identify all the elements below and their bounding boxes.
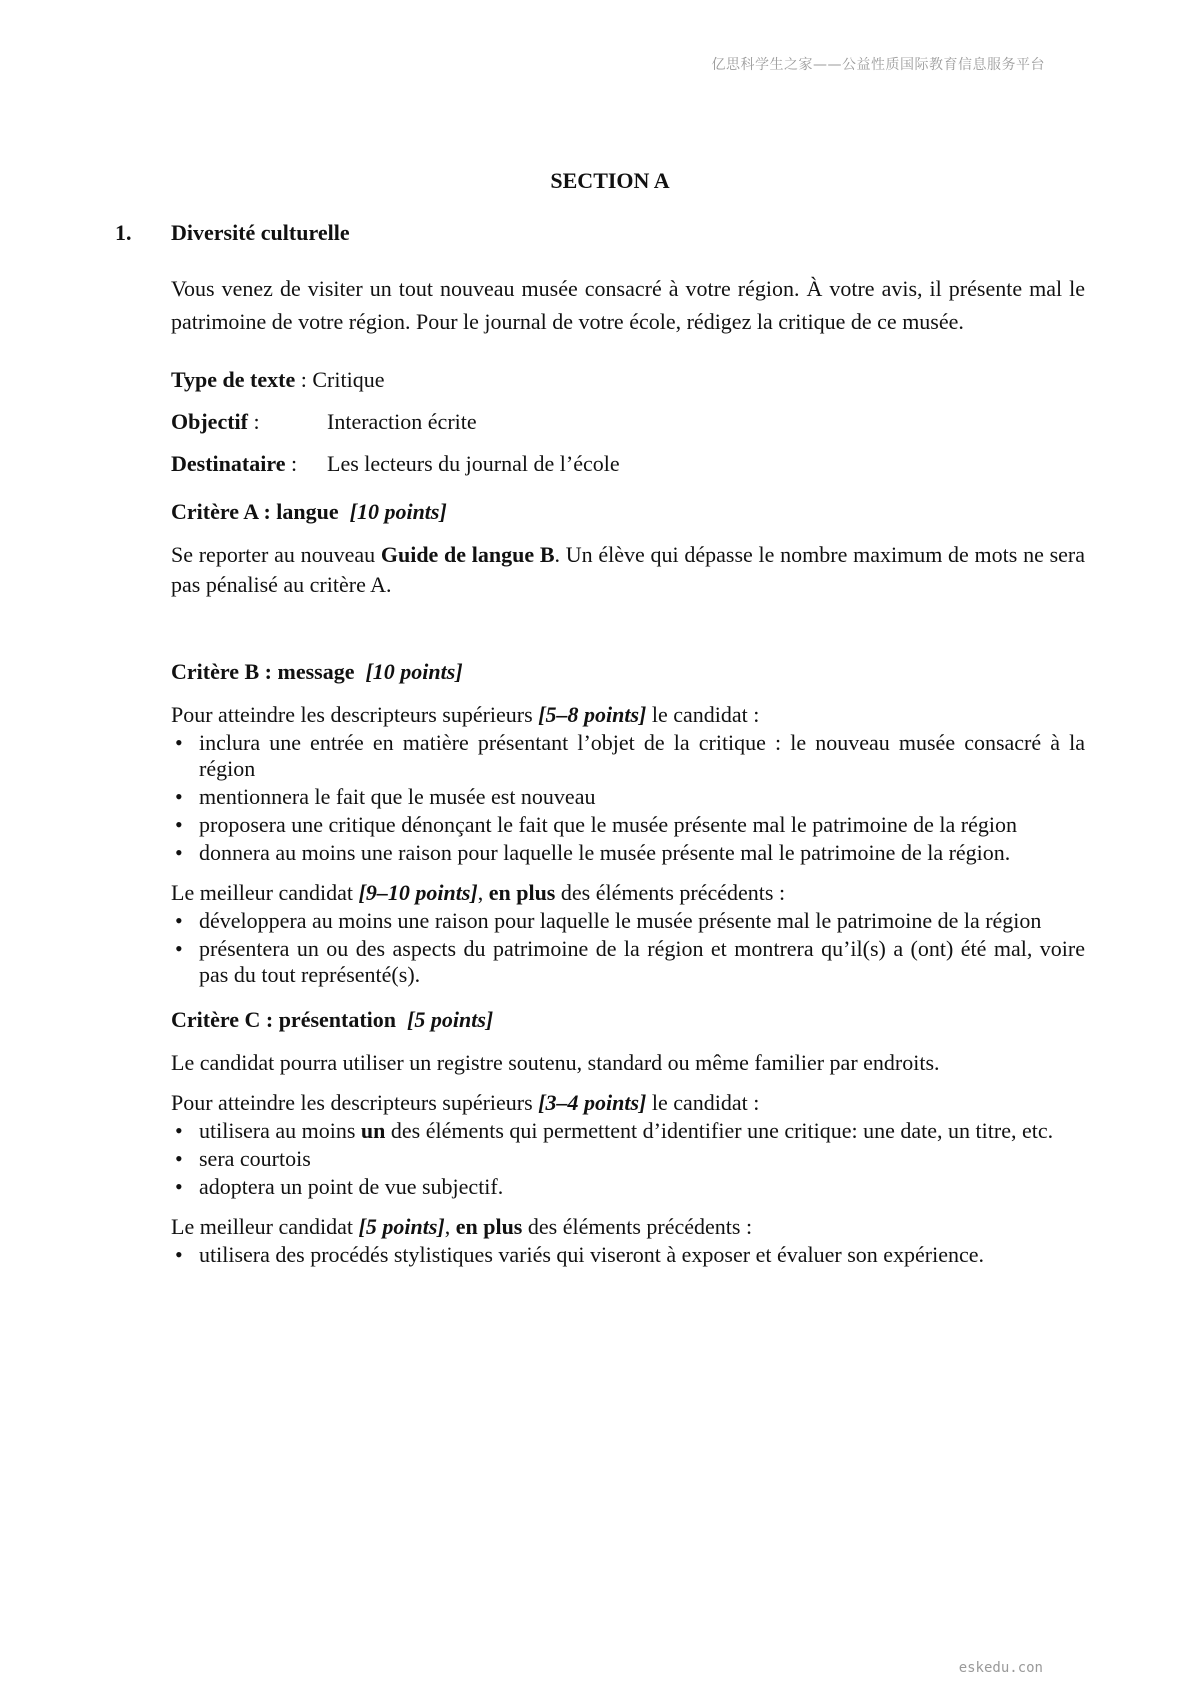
critere-c-lead-2-points: [5 points] xyxy=(358,1214,445,1239)
critere-c-list-2 xyxy=(171,1242,1085,1268)
critere-c-heading xyxy=(171,1004,1085,1036)
meta-objectif-row xyxy=(171,406,1085,438)
critere-b-lead-1 xyxy=(171,700,1085,730)
critere-b-lead-1-points: [5–8 points] xyxy=(538,702,647,727)
meta-type-row xyxy=(171,364,1085,396)
list-item: • utilisera des procédés stylistiques variés qui viseront à exposer et évaluer son expérience. xyxy=(171,1242,1085,1268)
list-item xyxy=(171,1118,1085,1144)
meta-objectif-value: Interaction écrite xyxy=(327,409,477,434)
critere-b-points: [10 points] xyxy=(365,659,463,684)
critere-b-lead-2-pre: Le meilleur candidat xyxy=(171,880,359,905)
critere-c-b1-post: des éléments qui permettent d’identifier une critique: une date, un titre, etc. xyxy=(385,1118,1054,1143)
critere-a-text-pre: Se reporter au nouveau xyxy=(171,542,381,567)
critere-b-list-2 xyxy=(171,908,1085,988)
meta-objectif-sep: : xyxy=(247,409,260,434)
list-item: • présentera un ou des aspects du patrimoine de la région et montrera qu’il(s) a (ont) été mal, voire pas du tout représenté(s). xyxy=(171,936,1085,988)
critere-c-lead-2-post: des éléments précédents : xyxy=(522,1214,753,1239)
critere-a-title: Critère A : langue xyxy=(171,499,339,524)
critere-b-lead-2-mid: , xyxy=(477,880,489,905)
critere-c-b1-bold: un xyxy=(360,1118,386,1143)
critere-a-text xyxy=(171,540,1085,600)
list-item: • proposera une critique dénonçant le fait que le musée présente mal le patrimoine de la région xyxy=(171,812,1085,838)
critere-c-lead-2-pre: Le meilleur candidat xyxy=(171,1214,359,1239)
list-item: • sera courtois xyxy=(171,1146,1085,1172)
critere-b-lead-2 xyxy=(171,878,1085,908)
critere-c-lead-1 xyxy=(171,1088,1085,1118)
critere-c-b1-pre: utilisera au moins xyxy=(199,1118,361,1143)
critere-c-list-1 xyxy=(171,1118,1085,1200)
question-heading xyxy=(115,220,1085,246)
meta-objectif-label: Objectif xyxy=(171,409,248,434)
meta-type-label: Type de texte xyxy=(171,367,296,392)
list-item: • inclura une entrée en matière présentant l’objet de la critique : le nouveau musée consacré à la région xyxy=(171,730,1085,782)
critere-c-lead-1-points: [3–4 points] xyxy=(538,1090,647,1115)
meta-dest-sep: : xyxy=(285,451,298,476)
critere-b-title: Critère B : message xyxy=(171,659,355,684)
meta-dest-label: Destinataire xyxy=(171,451,286,476)
meta-dest-value: Les lecteurs du journal de l’école xyxy=(327,451,620,476)
list-item: • donnera au moins une raison pour laquelle le musée présente mal le patrimoine de la région. xyxy=(171,840,1085,866)
critere-b-lead-2-points: [9–10 points] xyxy=(358,880,478,905)
list-item: • développera au moins une raison pour laquelle le musée présente mal le patrimoine de la région xyxy=(171,908,1085,934)
critere-c-lead-2 xyxy=(171,1212,1085,1242)
section-title: SECTION A xyxy=(550,168,670,193)
critere-b-lead-1-pre: Pour atteindre les descripteurs supérieurs xyxy=(171,702,539,727)
meta-type-value: Critique xyxy=(312,367,385,392)
meta-type-sep: : xyxy=(295,367,313,392)
document-page xyxy=(115,168,1085,1280)
critere-c-lead-1-pre: Pour atteindre les descripteurs supérieurs xyxy=(171,1090,539,1115)
critere-c-points: [5 points] xyxy=(407,1007,494,1032)
question-title: Diversité culturelle xyxy=(171,220,350,245)
critere-b-heading xyxy=(171,656,1085,688)
critere-a-heading xyxy=(171,496,1085,528)
critere-c-title: Critère C : présentation xyxy=(171,1007,397,1032)
critere-a-points: [10 points] xyxy=(349,499,447,524)
critere-b-lead-2-bold: en plus xyxy=(488,880,556,905)
critere-b-list-1 xyxy=(171,730,1085,866)
question-body xyxy=(171,272,1085,1268)
list-item: • mentionnera le fait que le musée est nouveau xyxy=(171,784,1085,810)
meta-dest-row xyxy=(171,448,1085,480)
guide-langue-b: Guide de langue B xyxy=(380,542,555,567)
list-item: • adoptera un point de vue subjectif. xyxy=(171,1174,1085,1200)
critere-c-lead-1-post: le candidat : xyxy=(646,1090,760,1115)
question-number: 1. xyxy=(115,220,132,245)
critere-b-lead-2-post: des éléments précédents : xyxy=(555,880,786,905)
question-intro: Vous venez de visiter un tout nouveau musée consacré à votre région. À votre avis, il présente mal le patrimoine de votre région. Pour le journal de votre école, rédigez la critique de ce musée. xyxy=(171,276,1085,334)
critere-a-text-post: . Un élève qui dépasse le nombre maximum de mots ne sera pas pénalisé au critère A. xyxy=(171,542,1085,597)
critere-c-register: Le candidat pourra utiliser un registre soutenu, standard ou même familier par endroits. xyxy=(171,1050,940,1075)
critere-c-lead-2-mid: , xyxy=(444,1214,456,1239)
critere-b-lead-1-post: le candidat : xyxy=(646,702,760,727)
critere-c-lead-2-bold: en plus xyxy=(455,1214,523,1239)
footer-text: eskedu.con xyxy=(958,1660,1043,1676)
watermark-text: 亿思科学生之家——公益性质国际教育信息服务平台 xyxy=(711,57,1045,73)
